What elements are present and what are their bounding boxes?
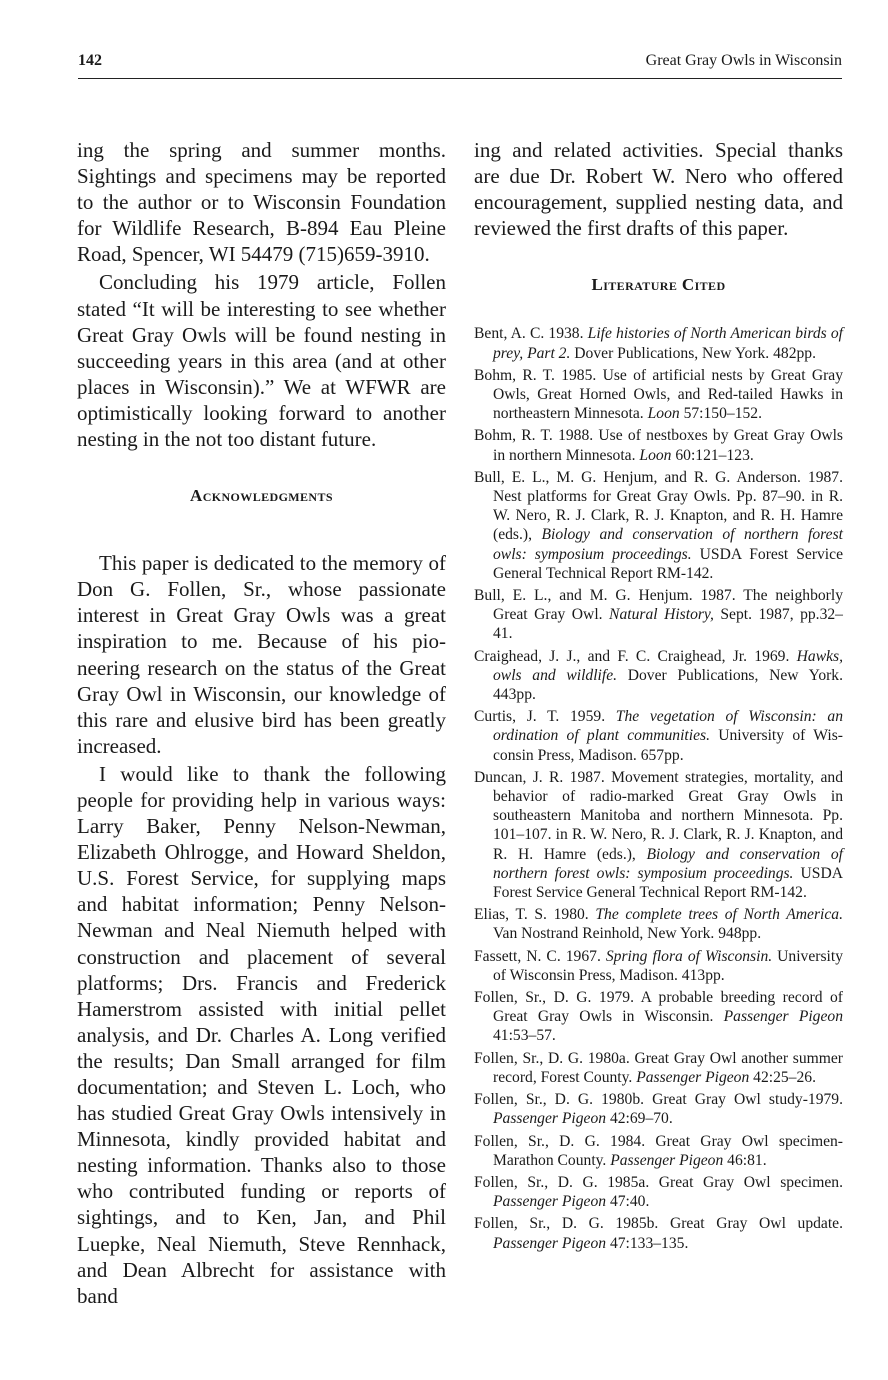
reference-title: The complete trees of North America. [595,906,843,924]
reference-text: 47:133–135. [606,1234,689,1252]
reference-entry [474,586,843,644]
body-paragraph: ing the spring and summer months. Sightings and specimens may be reported to the author or to Wisconsin Foundation for Wildlife Research, B-894 Eau Pleine Road, Spencer, WI 54479 (715)659-3910. [77,138,446,267]
reference-title: Biology and conservation of northern forest owls: symposium proceedings. [493,845,843,882]
page-number: 142 [78,52,102,69]
reference-text: Craighead, J. J., and F. C. Craighead, Jr. 1969. [474,647,797,665]
reference-entry [474,1214,843,1252]
reference-entry [474,905,843,943]
reference-text: Duncan, J. R. 1987. Movement strategies, mortality, and behavior of radio-marked Great Gray Owls in southeastern Manitoba and northern Minnesota. Pp. 101–107. in R. W. Nero, R. J. Clark, R. J. Knapton, and R. H. Hamre (eds.), [474,768,843,863]
reference-entry [474,707,843,765]
reference-text: Bohm, R. T. 1988. Use of nestboxes by Great Gray Owls in northern Minnesota. [474,427,843,464]
reference-text: Curtis, J. T. 1959. [474,708,616,726]
reference-title: Passenger Pigeon [636,1068,750,1086]
reference-text: Elias, T. S. 1980. [474,906,596,924]
reference-text: 47:40. [606,1193,650,1211]
reference-entry [474,1090,843,1128]
reference-text: 41:53–57. [493,1027,556,1045]
reference-title: Natural History, [609,606,714,624]
reference-text: University of Wisconsin Press, Madison. 657pp. [493,727,843,764]
reference-entry [474,426,843,464]
body-paragraph: ing and related activities. Special thanks are due Dr. Robert W. Nero who offered encouragement, supplied nesting data, and reviewed the first drafts of this paper. [474,138,843,241]
literature-cited-heading: Literature Cited [591,275,726,295]
reference-entry [474,1049,843,1087]
reference-text: Bull, E. L., M. G. Henjum, and R. G. Anderson. 1987. Nest platforms for Great Gray Owls. Pp. 87–90. in R. W. Nero, R. J. Clark, R. J. Knapton, and R. H. Hamre (eds.), [474,468,843,544]
reference-entry [474,947,843,985]
acknowledgments-heading: Acknowledgments [190,486,333,506]
running-title: Great Gray Owls in Wisconsin [645,52,842,69]
right-column [474,137,843,1256]
reference-entry [474,647,843,705]
reference-text: University of Wisconsin Press, Madison. 413pp. [493,947,843,984]
reference-text: Dover Publications, New York. 443pp. [493,666,844,704]
page-header [78,52,842,79]
reference-text: Bohm, R. T. 1985. Use of artificial nests by Great Gray Owls, Great Horned Owls, and Red-tailed Hawks in northeastern Minnesota. [474,366,843,423]
reference-text: Sept. 1987, pp.32–41. [493,606,843,643]
reference-text: USDA Forest Service General Technical Report RM-142. [493,864,844,902]
reference-title: Loon [639,446,672,464]
reference-entry [474,468,843,583]
reference-text: USDA Forest Service General Technical Report RM-142. [493,545,843,582]
reference-entry [474,1132,843,1170]
reference-title: Loon [647,405,680,423]
reference-text: Dover Publications, New York. 482pp. [570,344,816,362]
reference-entry [474,768,843,902]
reference-title: Passenger Pigeon [610,1151,724,1169]
reference-title: The vegetation of Wisconsin: an ordination of plant communities. [493,708,843,745]
reference-entry [474,366,843,424]
reference-title: Passenger Pigeon [493,1193,607,1211]
body-paragraph: Concluding his 1979 article, Follen stated “It will be interesting to see whether Great Gray Owls will be found nesting in succeeding years in this area (and at other places in Wisconsin).” We at WFWR are optimistically looking forward to another nesting in the not too distant future. [77,270,446,452]
reference-text: Follen, Sr., D. G. 1980a. Great Gray Owl another summer record, Forest County. [474,1049,843,1086]
reference-text: 42:69–70. [606,1110,673,1128]
reference-text: 42:25–26. [749,1068,816,1086]
reference-entry [474,324,843,362]
reference-title: Hawks, owls and wildlife. [493,647,843,684]
reference-text: 57:150–152. [679,405,762,423]
reference-text: Follen, Sr., D. G. 1979. A probable breeding record of Great Gray Owls in Wisconsin. [474,989,843,1026]
reference-text: Bent, A. C. 1938. [474,325,588,343]
body-paragraph: I would like to thank the following people for providing help in various ways: Larry Baker, Penny Nelson-Newman, Elizabeth Ohlrogge, and Howard Sheldon, U.S. Forest Service, for supplying maps and habitat information; Penny Nelson-Newman and Neal Niemuth helped with construction and placement of several platforms; Drs. Francis and Frederick Hamerstrom assisted with initial pellet analysis, and Dr. Charles A. Long verified the results; Dan Small arranged for film documentation; and Steven L. Loch, who has studied Great Gray Owls intensively in Minnesota, kindly provided habitat and nesting information. Thanks also to those who contributed funding or reports of sightings, and to Ken, Jan, and Phil Luepke, Neal Niemuth, Steve Rennhack, and Dean Albrecht for assistance with band [77,761,446,1308]
reference-title: Life histories of North American birds of prey, Part 2. [493,325,843,362]
reference-title: Passenger Pigeon [493,1234,607,1252]
reference-text: 46:81. [723,1151,767,1169]
reference-title: Passenger Pigeon [493,1110,607,1128]
reference-title: Spring flora of Wisconsin. [605,947,773,965]
reference-text: 60:121–123. [671,446,754,464]
reference-title: Passenger Pigeon [723,1008,843,1026]
reference-text: Follen, Sr., D. G. 1985b. Great Gray Owl update. [474,1215,843,1233]
reference-text: Bull, E. L., and M. G. Henjum. 1987. The neighborly Great Gray Owl. [474,587,843,624]
reference-text: Follen, Sr., D. G. 1980b. Great Gray Owl study-1979. [474,1091,843,1109]
reference-list [474,324,843,1252]
reference-text: Follen, Sr., D. G. 1984. Great Gray Owl specimen-Marathon County. [474,1132,843,1169]
reference-text: Fassett, N. C. 1967. [474,947,606,965]
reference-text: Follen, Sr., D. G. 1985a. Great Gray Owl specimen. [474,1173,843,1191]
left-column [77,137,446,1309]
reference-entry [474,1173,843,1211]
reference-entry [474,988,843,1046]
reference-text: Van Nostrand Reinhold, New York. 948pp. [493,925,762,943]
body-paragraph: This paper is dedicated to the memory of Don G. Follen, Sr., whose passionate interest in Great Gray Owls was a great inspiration to me. Because of his pioneering research on the status of the Great Gray Owl in Wisconsin, our knowledge of this rare and elusive bird has been greatly increased. [77,551,446,758]
reference-title: Biology and conservation of northern forest owls: symposium proceedings. [493,526,843,563]
